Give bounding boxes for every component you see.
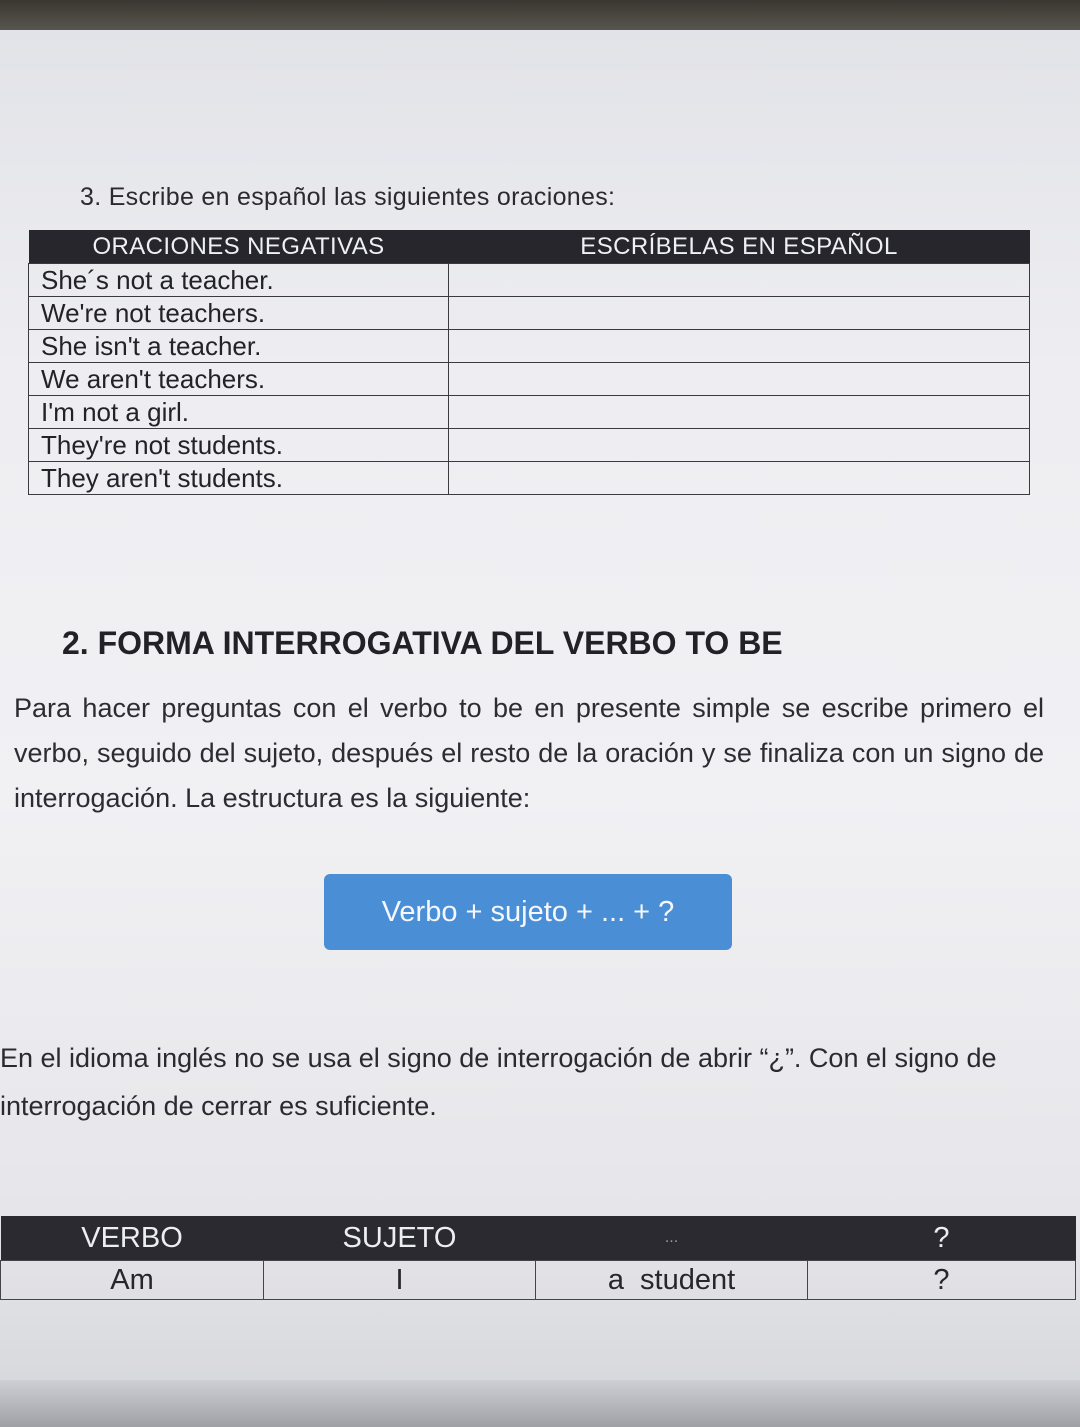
answer-cell[interactable]	[449, 264, 1030, 297]
header-sujeto: SUJETO	[264, 1216, 536, 1261]
sentence-cell: I'm not a girl.	[29, 396, 449, 429]
table-row	[29, 363, 1030, 396]
verb-cell: Am	[1, 1261, 264, 1300]
answer-cell[interactable]	[449, 297, 1030, 330]
note-paragraph: En el idioma inglés no se usa el signo de interrogación de abrir “¿”. Con el signo de interrogación de cerrar es suficiente.	[0, 1043, 997, 1121]
header-question-mark: ?	[808, 1216, 1076, 1261]
sentence-cell: They aren't students.	[29, 462, 449, 495]
table-row	[29, 297, 1030, 330]
sentence-cell: She´s not a teacher.	[29, 264, 449, 297]
complement-cell: a student	[536, 1261, 808, 1300]
table-row	[1, 1261, 1076, 1300]
section-title: 2. FORMA INTERROGATIVA DEL VERBO TO BE	[62, 625, 783, 661]
table-row	[29, 462, 1030, 495]
question-mark-cell: ?	[808, 1261, 1076, 1300]
photo-background-bottom	[0, 1380, 1080, 1427]
header-negative-sentences: ORACIONES NEGATIVAS	[29, 230, 449, 264]
sentence-cell: We aren't teachers.	[29, 363, 449, 396]
answer-cell[interactable]	[449, 363, 1030, 396]
negative-sentences-table	[28, 230, 1030, 495]
sentence-cell: They're not students.	[29, 429, 449, 462]
table-row	[29, 264, 1030, 297]
structure-formula-box	[324, 874, 732, 950]
table-row	[29, 429, 1030, 462]
header-ellipsis: ...	[536, 1216, 808, 1261]
header-verbo: VERBO	[1, 1216, 264, 1261]
photo-background-top	[0, 0, 1080, 34]
sentence-cell: She isn't a teacher.	[29, 330, 449, 363]
subject-cell: I	[264, 1261, 536, 1300]
sentence-cell: We're not teachers.	[29, 297, 449, 330]
answer-cell[interactable]	[449, 396, 1030, 429]
answer-cell[interactable]	[449, 462, 1030, 495]
answer-cell[interactable]	[449, 429, 1030, 462]
structure-formula: Verbo + sujeto + ... + ?	[381, 895, 675, 928]
verb-structure-table	[0, 1216, 1076, 1300]
header-write-in-spanish: ESCRÍBELAS EN ESPAÑOL	[449, 230, 1030, 264]
answer-cell[interactable]	[449, 330, 1030, 363]
exercise-instruction: 3. Escribe en español las siguientes oraciones:	[80, 183, 616, 211]
table-row	[29, 396, 1030, 429]
table-row	[29, 330, 1030, 363]
explanation-paragraph: Para hacer preguntas con el verbo to be en presente simple se escribe primero el verbo, seguido del sujeto, después el resto de la oración y se finaliza con un signo de interrogación. La estructura es la siguiente:	[14, 693, 1044, 813]
